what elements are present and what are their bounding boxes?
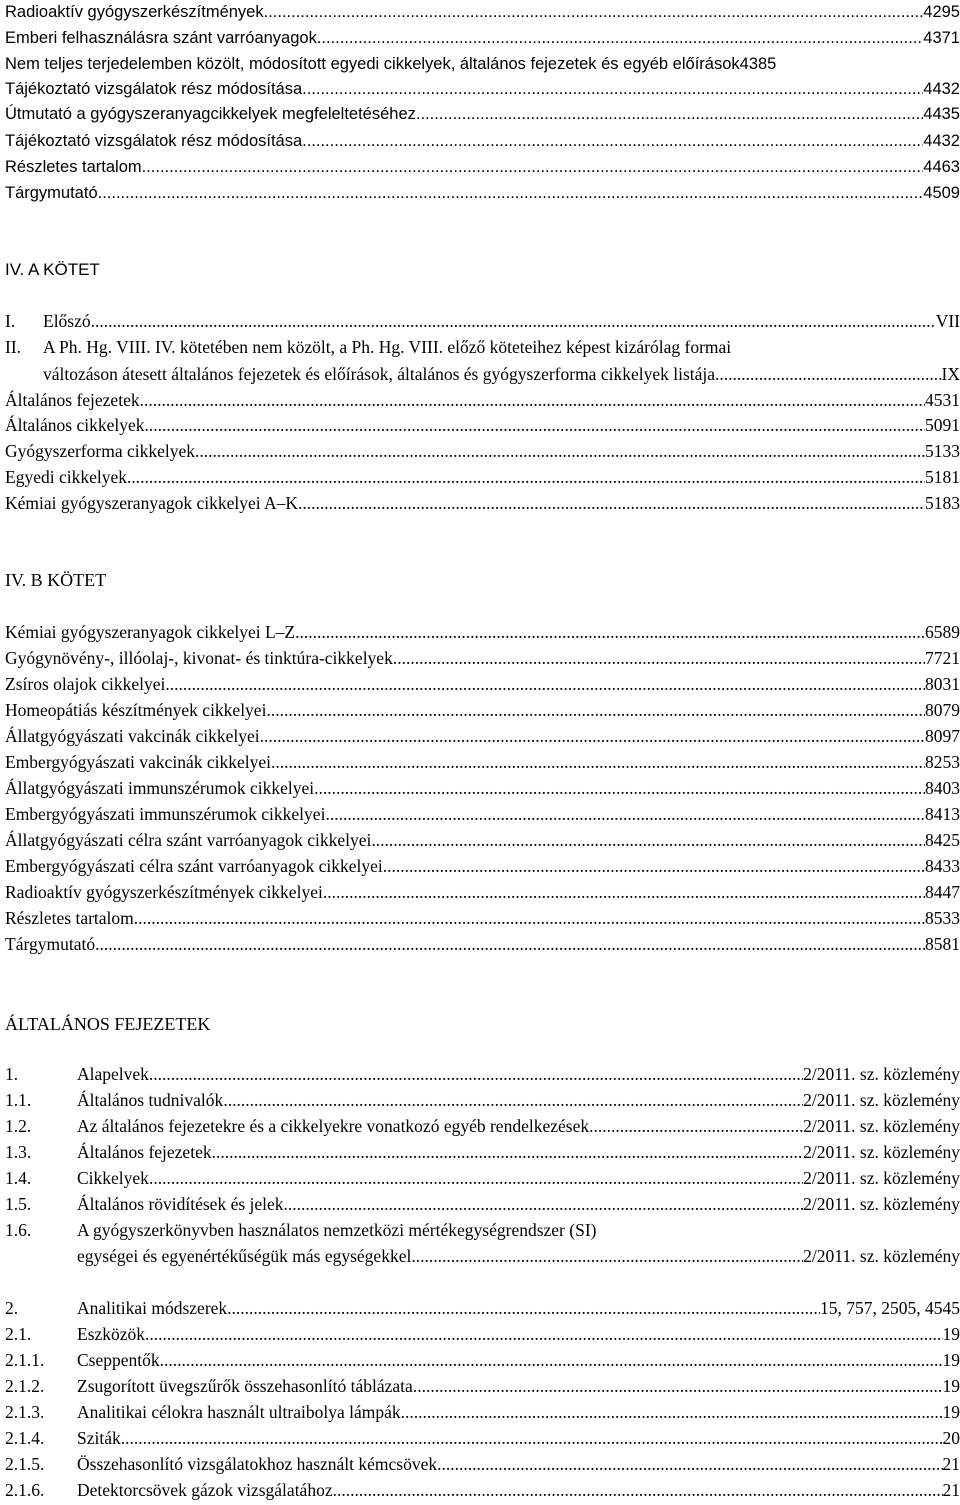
toc-entry-title: Részletes tartalom xyxy=(5,158,142,176)
roman-entry-title-line2: változáson átesett általános fejezetek és előírások, általános és gyógyszerforma cikkelyek listája xyxy=(43,364,716,384)
chapter-page: 2/2011. sz. közlemény xyxy=(803,1142,960,1162)
toc-entry xyxy=(5,491,960,516)
dot-leader xyxy=(195,439,925,464)
dot-leader xyxy=(317,26,923,51)
toc-entry xyxy=(5,854,960,879)
dot-leader xyxy=(142,155,924,180)
dot-leader xyxy=(266,698,925,723)
chapter-number: 1.1. xyxy=(5,1090,32,1110)
toc-entry-page: 4463 xyxy=(923,158,960,176)
chapter-title-line2: egységei és egyenértékűségük más egységekkel xyxy=(77,1246,412,1266)
chapter-number: 1.5. xyxy=(5,1194,32,1214)
dot-leader xyxy=(121,1426,943,1451)
chapter-number: 2.1.6. xyxy=(5,1480,45,1500)
chapter-entry xyxy=(5,1166,960,1191)
toc-entry xyxy=(5,0,960,25)
dot-leader xyxy=(383,854,925,879)
roman-entry-page: VII xyxy=(935,311,960,331)
chapter-page: 2/2011. sz. közlemény xyxy=(803,1246,960,1266)
toc-entry-title: Kémiai gyógyszeranyagok cikkelyei A–K xyxy=(5,493,299,513)
dot-leader xyxy=(411,1244,803,1269)
chapter-page: 19 xyxy=(942,1350,960,1370)
chapter-entry xyxy=(5,1426,960,1451)
dot-leader xyxy=(160,1348,943,1373)
toc-entry xyxy=(5,413,960,438)
toc-entry xyxy=(5,776,960,801)
toc-entry-title: Tárgymutató xyxy=(5,184,98,202)
toc-entry xyxy=(5,802,960,827)
dot-leader xyxy=(140,388,925,413)
toc-entry-page: 8581 xyxy=(925,934,960,954)
toc-entry-title: Zsíros olajok cikkelyei xyxy=(5,674,166,694)
toc-entry-page: 8433 xyxy=(925,856,960,876)
dot-leader xyxy=(295,620,925,645)
chapter-number: 2.1. xyxy=(5,1324,32,1344)
toc-entry-page: 4531 xyxy=(925,390,960,410)
chapter-entry xyxy=(5,1114,960,1139)
toc-entry xyxy=(5,181,960,206)
toc-entry-page: 6589 xyxy=(925,622,960,642)
chapter-page: 2/2011. sz. közlemény xyxy=(803,1064,960,1084)
toc-entry xyxy=(5,439,960,464)
toc-entry-title: Általános fejezetek xyxy=(5,390,140,410)
dot-leader xyxy=(284,1192,804,1217)
chapter-title: Zsugorított üvegszűrők összehasonlító táblázata xyxy=(77,1376,413,1396)
dot-leader xyxy=(223,1088,803,1113)
dot-leader xyxy=(298,491,925,516)
chapter-title: Alapelvek xyxy=(77,1064,149,1084)
toc-entry xyxy=(5,750,960,775)
roman-entry xyxy=(5,309,960,334)
chapter-page: 2/2011. sz. közlemény xyxy=(803,1090,960,1110)
chapter-page: 19 xyxy=(942,1324,960,1344)
toc-entry-page: 8447 xyxy=(925,882,960,902)
toc-entry xyxy=(5,646,960,671)
chapter-entry xyxy=(5,1218,960,1243)
toc-entry-title: Tárgymutató xyxy=(5,934,96,954)
chapter-page: 19 xyxy=(942,1402,960,1422)
toc-entry-title: Gyógynövény-, illóolaj-, kivonat- és tinktúra-cikkelyek xyxy=(5,648,393,668)
toc-entry-title: Embergyógyászati célra szánt varróanyagok cikkelyei xyxy=(5,856,383,876)
chapter-page: 2/2011. sz. közlemény xyxy=(803,1168,960,1188)
toc-entry xyxy=(5,155,960,180)
chapter-number: 2.1.1. xyxy=(5,1350,45,1370)
dot-leader xyxy=(393,646,925,671)
toc-entry-page: 8097 xyxy=(925,726,960,746)
toc-entry xyxy=(5,129,960,154)
roman-entry-cont xyxy=(5,362,960,387)
toc-entry-title: Állatgyógyászati vakcinák cikkelyei xyxy=(5,726,260,746)
toc-entry xyxy=(5,102,960,127)
toc-entry xyxy=(5,26,960,51)
chapter-number: 2.1.4. xyxy=(5,1428,45,1448)
chapter-page: 2/2011. sz. közlemény xyxy=(803,1194,960,1214)
toc-entry xyxy=(5,932,960,957)
dot-leader xyxy=(134,906,925,931)
toc-entry xyxy=(5,77,960,102)
dot-leader xyxy=(149,1062,803,1087)
chapter-number: 2.1.2. xyxy=(5,1376,45,1396)
dot-leader xyxy=(401,1400,943,1425)
toc-entry-title: Homeopátiás készítmények cikkelyei xyxy=(5,700,267,720)
toc-entry xyxy=(5,465,960,490)
dot-leader xyxy=(264,0,924,25)
toc-entry xyxy=(5,52,960,77)
chapter-title: Cseppentők xyxy=(77,1350,160,1370)
toc-entry-title: Részletes tartalom xyxy=(5,908,134,928)
chapter-page: 2/2011. sz. közlemény xyxy=(803,1116,960,1136)
toc-entry-title: Gyógyszerforma cikkelyek xyxy=(5,441,195,461)
chapter-page: 20 xyxy=(942,1428,960,1448)
volume-a-heading: IV. A KÖTET xyxy=(5,260,100,279)
general-chapters-heading: ÁLTALÁNOS FEJEZETEK xyxy=(5,1014,211,1034)
toc-entry-page: 4371 xyxy=(923,29,960,47)
toc-entry-page: 8413 xyxy=(925,804,960,824)
dot-leader xyxy=(323,880,925,905)
toc-entry xyxy=(5,724,960,749)
chapter-number: 2.1.5. xyxy=(5,1454,45,1474)
toc-entry-page: 8403 xyxy=(925,778,960,798)
toc-entry-title: Embergyógyászati immunszérumok cikkelyei xyxy=(5,804,326,824)
dot-leader xyxy=(149,1166,803,1191)
chapter-number: 1.4. xyxy=(5,1168,32,1188)
roman-entry-title: Előszó xyxy=(43,311,91,331)
chapter-page: 21 xyxy=(942,1454,960,1474)
dot-leader xyxy=(314,776,925,801)
chapter-entry-cont xyxy=(5,1244,960,1269)
toc-entry xyxy=(5,672,960,697)
chapter-title: Általános rövidítések és jelek xyxy=(77,1194,284,1214)
dot-leader xyxy=(212,1140,804,1165)
chapter-number: 1. xyxy=(5,1064,19,1084)
chapter-entry xyxy=(5,1400,960,1425)
toc-entry-page: 8079 xyxy=(925,700,960,720)
chapter-page: 19 xyxy=(942,1376,960,1396)
roman-number: I. xyxy=(5,311,16,331)
volume-b-heading: IV. B KÖTET xyxy=(5,570,107,590)
chapter-page: 15, 757, 2505, 4545 xyxy=(820,1298,960,1318)
dot-leader xyxy=(98,181,924,206)
chapter-title: Az általános fejezetekre és a cikkelyekre vonatkozó egyéb rendelkezések xyxy=(77,1116,590,1136)
toc-entry-page: 8253 xyxy=(925,752,960,772)
roman-number: II. xyxy=(5,337,22,357)
chapter-entry xyxy=(5,1140,960,1165)
dot-leader xyxy=(91,309,936,334)
toc-entry-title: Tájékoztató vizsgálatok rész módosítása xyxy=(5,132,303,150)
dot-leader xyxy=(165,672,925,697)
toc-entry-title: Tájékoztató vizsgálatok rész módosítása xyxy=(5,80,303,98)
toc-entry xyxy=(5,620,960,645)
chapter-title: Összehasonlító vizsgálatokhoz használt kémcsövek xyxy=(77,1454,438,1474)
toc-entry-page: 4509 xyxy=(923,184,960,202)
chapter-entry xyxy=(5,1478,960,1503)
toc-entry-page: 5091 xyxy=(925,415,960,435)
dot-leader xyxy=(260,724,925,749)
dot-leader xyxy=(333,1478,943,1503)
toc-entry-title: Útmutató a gyógyszeranyagcikkelyek megfeleltetéséhez xyxy=(5,105,416,123)
toc-entry-title: Radioaktív gyógyszerkészítmények xyxy=(5,3,264,21)
roman-entry-page: IX xyxy=(941,364,960,384)
chapter-number: 1.3. xyxy=(5,1142,32,1162)
toc-entry-page: 4435 xyxy=(923,105,960,123)
toc-entry-page: 8533 xyxy=(925,908,960,928)
toc-entry-page: 4295 xyxy=(923,3,960,21)
dot-leader xyxy=(302,77,923,102)
chapter-entry xyxy=(5,1348,960,1373)
chapter-title: Cikkelyek xyxy=(77,1168,149,1188)
dot-leader xyxy=(325,802,925,827)
dot-leader xyxy=(271,750,925,775)
toc-entry-page: 5183 xyxy=(925,493,960,513)
toc-entry-title: Embergyógyászati vakcinák cikkelyei xyxy=(5,752,271,772)
chapter-page: 21 xyxy=(942,1480,960,1500)
roman-entry xyxy=(5,335,960,360)
chapter-entry xyxy=(5,1322,960,1347)
chapter-entry xyxy=(5,1452,960,1477)
roman-entry-title-line1: A Ph. Hg. VIII. IV. kötetében nem közölt, a Ph. Hg. VIII. előző köteteihez képest kizárólag formai xyxy=(43,337,732,357)
toc-entry-page: 5133 xyxy=(925,441,960,461)
toc-entry-title: Állatgyógyászati immunszérumok cikkelyei xyxy=(5,778,315,798)
chapter-title-line1: A gyógyszerkönyvben használatos nemzetközi mértékegységrendszer (SI) xyxy=(77,1220,597,1240)
toc-entry-page: 8425 xyxy=(925,830,960,850)
toc-entry-page: 5181 xyxy=(925,467,960,487)
chapter-title: Sziták xyxy=(77,1428,121,1448)
toc-entry-title: Állatgyógyászati célra szánt varróanyagok cikkelyei xyxy=(5,830,372,850)
dot-leader xyxy=(371,828,925,853)
dot-leader xyxy=(437,1452,942,1477)
toc-entry xyxy=(5,906,960,931)
chapter-title: Analitikai célokra használt ultraibolya lámpák xyxy=(77,1402,401,1422)
dot-leader xyxy=(413,1374,943,1399)
toc-entry-page: 4432 xyxy=(923,80,960,98)
chapter-entry xyxy=(5,1296,960,1321)
toc-entry xyxy=(5,388,960,413)
toc-entry-title: Nem teljes terjedelemben közölt, módosított egyedi cikkelyek, általános fejezetek és egyéb előírások xyxy=(5,55,740,73)
dot-leader xyxy=(145,1322,942,1347)
toc-entry xyxy=(5,828,960,853)
toc-entry-title: Általános cikkelyek xyxy=(5,415,145,435)
toc-entry-page: 4432 xyxy=(923,132,960,150)
toc-entry-title: Radioaktív gyógyszerkészítmények cikkelyei xyxy=(5,882,323,902)
chapter-entry xyxy=(5,1192,960,1217)
dot-leader xyxy=(715,362,942,387)
dot-leader xyxy=(227,1296,820,1321)
toc-entry-page: 8031 xyxy=(925,674,960,694)
chapter-title: Analitikai módszerek xyxy=(77,1298,228,1318)
toc-entry-title: Egyedi cikkelyek xyxy=(5,467,127,487)
chapter-entry xyxy=(5,1088,960,1113)
chapter-number: 1.2. xyxy=(5,1116,32,1136)
toc-entry xyxy=(5,698,960,723)
dot-leader xyxy=(144,413,925,438)
dot-leader xyxy=(302,129,923,154)
dot-leader xyxy=(416,102,923,127)
toc-entry-title: Kémiai gyógyszeranyagok cikkelyei L–Z xyxy=(5,622,296,642)
toc-entry-page: 4385 xyxy=(739,55,777,73)
toc-entry xyxy=(5,880,960,905)
dot-leader xyxy=(95,932,925,957)
chapter-title: Általános fejezetek xyxy=(77,1142,212,1162)
chapter-entry xyxy=(5,1062,960,1087)
toc-entry-title: Emberi felhasználásra szánt varróanyagok xyxy=(5,29,317,47)
chapter-entry xyxy=(5,1374,960,1399)
toc-entry-page: 7721 xyxy=(925,648,960,668)
chapter-number: 2. xyxy=(5,1298,19,1318)
dot-leader xyxy=(127,465,925,490)
chapter-title: Eszközök xyxy=(77,1324,146,1344)
dot-leader xyxy=(589,1114,803,1139)
chapter-number: 2.1.3. xyxy=(5,1402,45,1422)
chapter-number: 1.6. xyxy=(5,1220,32,1240)
chapter-title: Általános tudnivalók xyxy=(77,1090,224,1110)
chapter-title: Detektorcsövek gázok vizsgálatához xyxy=(77,1480,333,1500)
